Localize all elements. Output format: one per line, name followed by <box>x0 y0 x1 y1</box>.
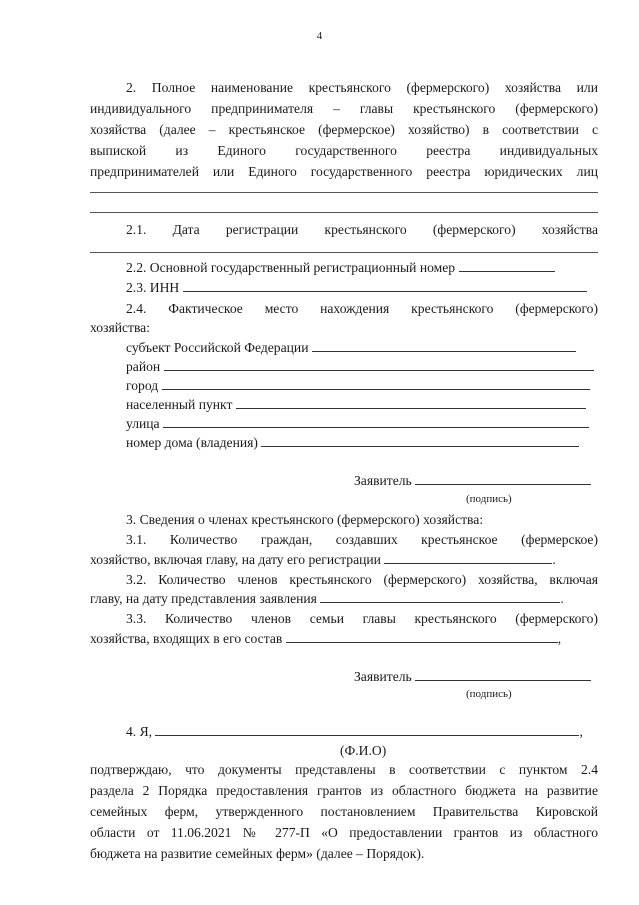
section4-line1: подтверждаю, что документы представлены в соответствии с пунктом 2.4 <box>90 762 598 777</box>
section4-start: 4. Я, <box>126 724 153 739</box>
signature-label-1: Заявитель <box>354 473 412 488</box>
fill-subject[interactable] <box>312 339 576 352</box>
fill-founders-count[interactable] <box>384 551 552 564</box>
field-row-district <box>126 357 598 376</box>
section4-start-row: 4. Я, , <box>126 724 583 739</box>
field-label-city: город <box>126 378 159 393</box>
section3-2-row: главу, на дату представления заявления . <box>90 591 564 606</box>
fill-fio[interactable] <box>155 723 579 736</box>
fill-signature-2[interactable] <box>415 668 591 681</box>
section2-2-label: 2.2. Основной государственный регистрационный номер <box>126 260 456 275</box>
section2-line1: 2. Полное наименование крестьянского (фермерского) хозяйства или <box>126 80 598 95</box>
fill-line-registration-date[interactable] <box>90 252 598 253</box>
section2-line3: хозяйства (далее – крестьянское (фермерское) хозяйство) в соответствии с <box>90 122 598 137</box>
section4-line5: бюджета на развитие семейных ферм» (далее – Порядок). <box>90 846 425 861</box>
section2-line4: выпиской из Единого государственного реестра индивидуальных <box>90 143 598 158</box>
field-label-settlement: населенный пункт <box>126 397 233 412</box>
section3-1-row: хозяйство, включая главу, на дату его регистрации . <box>90 552 556 567</box>
field-label-district: район <box>126 359 161 374</box>
page-number: 4 <box>316 30 323 42</box>
fill-settlement[interactable] <box>236 396 586 409</box>
field-row-house <box>126 433 598 452</box>
signature-label-2: Заявитель <box>354 669 412 684</box>
fill-line-name-1[interactable] <box>90 192 598 193</box>
section4-line4: области от 11.06.2021 № 277-П «О предоставлении грантов из областного <box>90 825 598 840</box>
section4-line3: семейных ферм, утвержденного постановлением Правительства Кировской <box>90 804 598 819</box>
field-row-city <box>126 376 598 395</box>
section2-line2: индивидуального предпринимателя – главы крестьянского (фермерского) <box>90 101 598 116</box>
section3-3-label-cont: хозяйства, входящих в его состав <box>90 631 283 646</box>
fill-line-name-2[interactable] <box>90 212 598 213</box>
fill-ogrn[interactable] <box>459 259 555 272</box>
section3-2-label-cont: главу, на дату представления заявления <box>90 591 317 606</box>
signature-row-2 <box>354 667 598 686</box>
fill-signature-1[interactable] <box>415 472 591 485</box>
signature-caption-2: (подпись) <box>466 688 512 700</box>
section2-3-label: 2.3. ИНН <box>126 280 180 295</box>
field-row-settlement <box>126 395 598 414</box>
fill-city[interactable] <box>162 377 590 390</box>
section2-4-label: 2.4. Фактическое место нахождения крестьянского (фермерского) <box>126 301 598 316</box>
fio-caption: (Ф.И.О) <box>340 743 387 758</box>
section3-1-label-cont: хозяйство, включая главу, на дату его регистрации <box>90 552 381 567</box>
section3-3-row: хозяйства, входящих в его состав , <box>90 631 562 646</box>
fill-house[interactable] <box>261 434 579 447</box>
section3-3-label: 3.3. Количество членов семьи главы крестьянского (фермерского) <box>126 611 598 626</box>
section2-4-label-cont: хозяйства: <box>90 320 150 335</box>
section4-line2: раздела 2 Порядка предоставления грантов из областного бюджета на развитие <box>90 783 598 798</box>
field-row-subject <box>126 338 598 357</box>
field-label-subject: субъект Российской Федерации <box>126 340 309 355</box>
fill-street[interactable] <box>163 415 589 428</box>
section3-1-label: 3.1. Количество граждан, создавших крестьянское (фермерское) <box>126 532 598 547</box>
fill-inn[interactable] <box>183 279 587 292</box>
field-label-street: улица <box>126 416 160 431</box>
section2-3-row <box>126 278 598 297</box>
signature-row-1 <box>354 471 598 490</box>
section3-title: 3. Сведения о членах крестьянского (фермерского) хозяйства: <box>126 512 484 527</box>
fill-family-members-count[interactable] <box>286 630 558 643</box>
field-row-street <box>126 414 598 433</box>
section3-2-label: 3.2. Количество членов крестьянского (фермерского) хозяйства, включая <box>126 572 598 587</box>
section2-line5: предпринимателей или Единого государственного реестра юридических лиц <box>90 164 598 179</box>
signature-caption-1: (подпись) <box>466 493 512 505</box>
section2-1-label: 2.1. Дата регистрации крестьянского (фермерского) хозяйства <box>126 222 598 237</box>
fill-members-count[interactable] <box>320 590 560 603</box>
field-label-house: номер дома (владения) <box>126 435 258 450</box>
section2-2-row <box>126 258 598 277</box>
fill-district[interactable] <box>164 358 594 371</box>
